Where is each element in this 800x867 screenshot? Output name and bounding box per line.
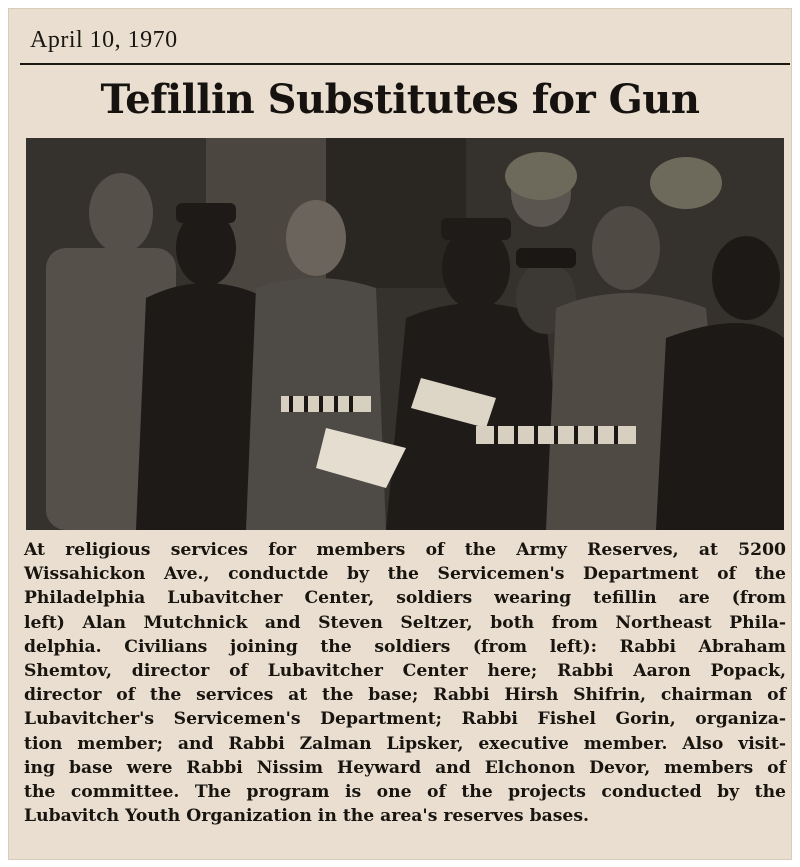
photo-caption (24, 538, 786, 828)
news-photo (26, 138, 784, 530)
news-photo-illustration (26, 138, 784, 530)
caption-line: Lubavitcher's Servicemen's Department; Rabbi Fishel Gorin, organiza- (24, 709, 786, 730)
caption-line: left) Alan Mutchnick and Steven Seltzer, both from Northeast Phila- (24, 612, 786, 633)
caption-line: Philadelphia Lubavitcher Center, soldiers wearing tefillin are (from (24, 588, 786, 609)
caption-line: delphia. Civilians joining the soldiers (from left): Rabbi Abraham (24, 636, 786, 657)
caption-line: tion member; and Rabbi Zalman Lipsker, executive member. Also visit- (24, 733, 786, 754)
caption-line: Lubavitch Youth Organization in the area's reserves bases. (24, 806, 590, 827)
caption-line: the committee. The program is one of the projects conducted by the (24, 782, 786, 803)
caption-line: At religious services for members of the Army Reserves, at 5200 (24, 540, 786, 560)
headline: Tefillin Substitutes for Gun (100, 76, 700, 123)
caption-line: ing base were Rabbi Nissim Heyward and Elchonon Devor, members of (24, 757, 786, 778)
publication-date: April 10, 1970 (30, 27, 178, 53)
caption-line: director of the services at the base; Rabbi Hirsh Shifrin, chairman of (24, 685, 786, 706)
dateline-rule (20, 23, 790, 65)
caption-line: Wissahickon Ave., conductde by the Servicemen's Department of the (24, 564, 786, 585)
caption-line: Shemtov, director of Lubavitcher Center here; Rabbi Aaron Popack, (24, 661, 786, 682)
